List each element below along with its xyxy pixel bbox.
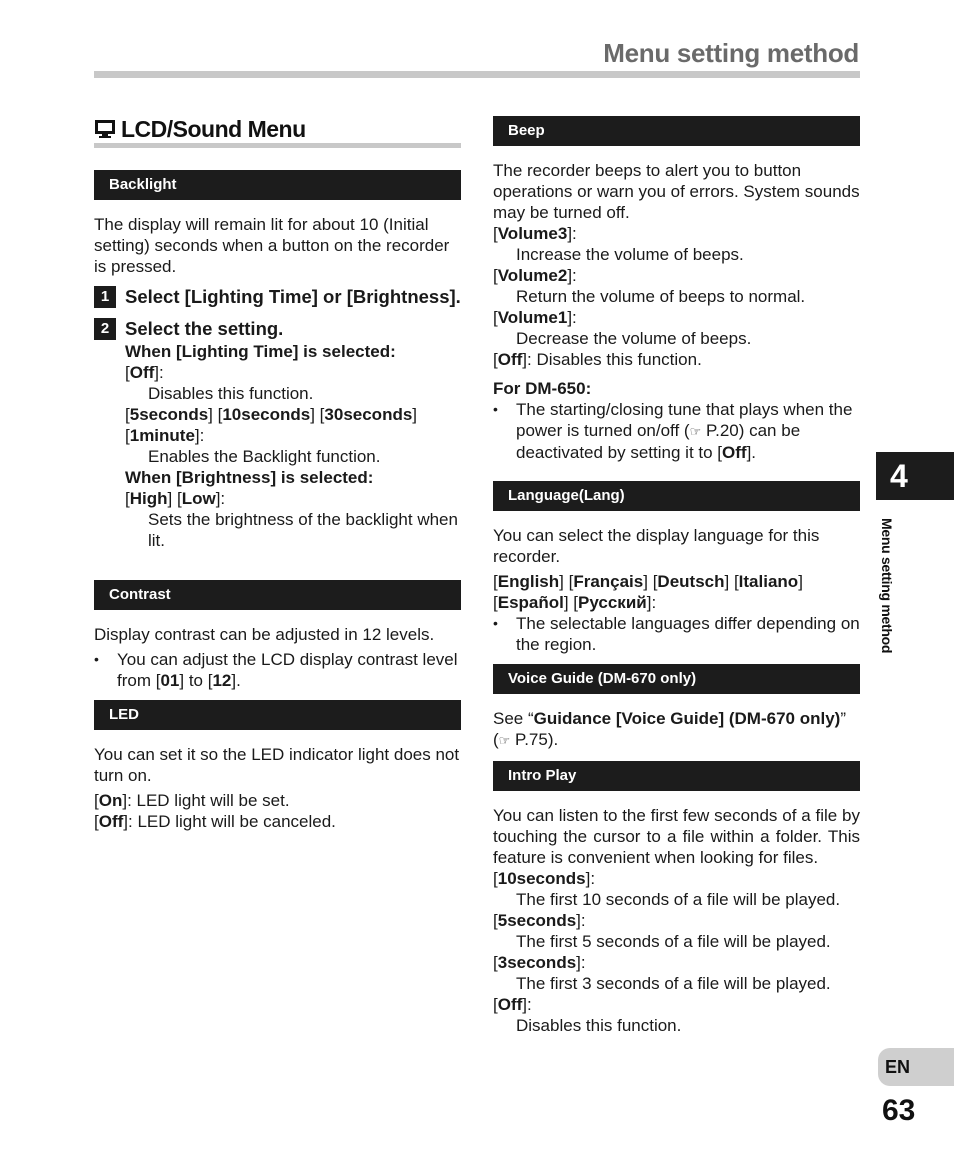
section-title (94, 116, 461, 145)
led-heading: LED (94, 700, 461, 730)
backlight-intro: The display will remain lit for about 10 (Initial setting) seconds when a button on the recorder is pressed. (94, 215, 450, 276)
intro-play-10: [10seconds]: (493, 869, 596, 888)
lighting-time-heading: When [Lighting Time] is selected: (125, 342, 396, 361)
reference-icon: ☞ (689, 424, 702, 439)
lt-off-desc: Disables this function. (148, 384, 314, 403)
lt-off-option: [Off]: (125, 363, 164, 382)
intro-play-heading: Intro Play (493, 761, 860, 791)
monitor-icon (94, 118, 116, 145)
beep-vol3: [Volume3]: (493, 224, 577, 243)
intro-play-body (493, 805, 860, 1036)
lt-time-options: [5seconds] [10seconds] [30seconds] (125, 405, 418, 424)
contrast-heading: Contrast (94, 580, 461, 610)
beep-vol1-desc: Decrease the volume of beeps. (516, 329, 752, 348)
step-2-details (94, 341, 464, 551)
led-intro: You can set it so the LED indicator light does not turn on. (94, 745, 460, 785)
brightness-heading: When [Brightness] is selected: (125, 468, 374, 487)
language-badge: EN (878, 1048, 954, 1086)
contrast-body (94, 624, 464, 691)
voice-guide-heading: Voice Guide (DM-670 only) (493, 664, 860, 694)
brightness-options: [High] [Low]: (125, 489, 226, 508)
header-rule (94, 71, 860, 78)
led-off-option: [Off]: LED light will be canceled. (94, 812, 336, 831)
reference-icon: ☞ (498, 733, 511, 748)
brightness-desc: Sets the brightness of the backlight when lit. (148, 510, 458, 550)
beep-intro: The recorder beeps to alert you to button operations or warn you of errors. System sounds may be turned off. (493, 161, 860, 222)
intro-play-off: [Off]: (493, 995, 532, 1014)
dm650-bullet: • The starting/closing tune that plays when the power is turned on/off (☞ P.20) can be deactivated by setting it to [Off]. (493, 399, 860, 463)
language-bullet: • The selectable languages differ depending on the region. (493, 613, 860, 655)
backlight-heading: Backlight (94, 170, 461, 200)
beep-vol2-desc: Return the volume of beeps to normal. (516, 287, 806, 306)
step-number-1: 1 (94, 286, 116, 308)
intro-play-10-desc: The first 10 seconds of a file will be played. (516, 890, 841, 909)
intro-play-3-desc: The first 3 seconds of a file will be played. (516, 974, 831, 993)
chapter-tab: 4 (876, 452, 954, 500)
led-body (94, 744, 464, 832)
language-body (493, 525, 860, 655)
beep-vol3-desc: Increase the volume of beeps. (516, 245, 744, 264)
lt-minute-option: [1minute]: (125, 426, 205, 445)
beep-vol2: [Volume2]: (493, 266, 577, 285)
step-number-2: 2 (94, 318, 116, 340)
side-chapter-label: Menu setting method (879, 518, 895, 654)
beep-off: [Off]: Disables this function. (493, 350, 702, 369)
language-options-row2: [Español] [Русский]: (493, 593, 657, 612)
voice-guide-text: See “Guidance [Voice Guide] (DM-670 only)” (☞ P.75). (493, 709, 846, 749)
intro-play-3: [3seconds]: (493, 953, 586, 972)
backlight-body (94, 214, 464, 551)
page-header-title: Menu setting method (603, 38, 859, 68)
page-number: 63 (882, 1094, 916, 1127)
beep-vol1: [Volume1]: (493, 308, 577, 327)
beep-body (493, 160, 860, 463)
voice-guide-body (493, 708, 860, 751)
intro-play-5-desc: The first 5 seconds of a file will be played. (516, 932, 831, 951)
led-on-option: [On]: LED light will be set. (94, 791, 290, 810)
contrast-bullet: • You can adjust the LCD display contrast level from [01] to [12]. (94, 649, 464, 691)
contrast-intro: Display contrast can be adjusted in 12 levels. (94, 625, 435, 644)
step-1: 1 Select [Lighting Time] or [Brightness]. (94, 285, 464, 309)
step-2: 2 Select the setting. (94, 317, 464, 341)
section-rule (94, 143, 461, 148)
language-heading: Language(Lang) (493, 481, 860, 511)
intro-play-off-desc: Disables this function. (516, 1016, 682, 1035)
language-intro: You can select the display language for this recorder. (493, 526, 820, 566)
section-title-text: LCD/Sound Menu (121, 116, 306, 142)
dm650-heading: For DM-650: (493, 379, 592, 398)
language-options-row1: [English] [Français] [Deutsch] [Italiano] (493, 572, 803, 591)
intro-play-5: [5seconds]: (493, 911, 586, 930)
beep-heading: Beep (493, 116, 860, 146)
intro-play-intro: You can listen to the first few seconds of a file by touching the cursor to a file within a folder. This feature is convenient when looking for files. (493, 806, 860, 867)
lt-enable-desc: Enables the Backlight function. (148, 447, 381, 466)
